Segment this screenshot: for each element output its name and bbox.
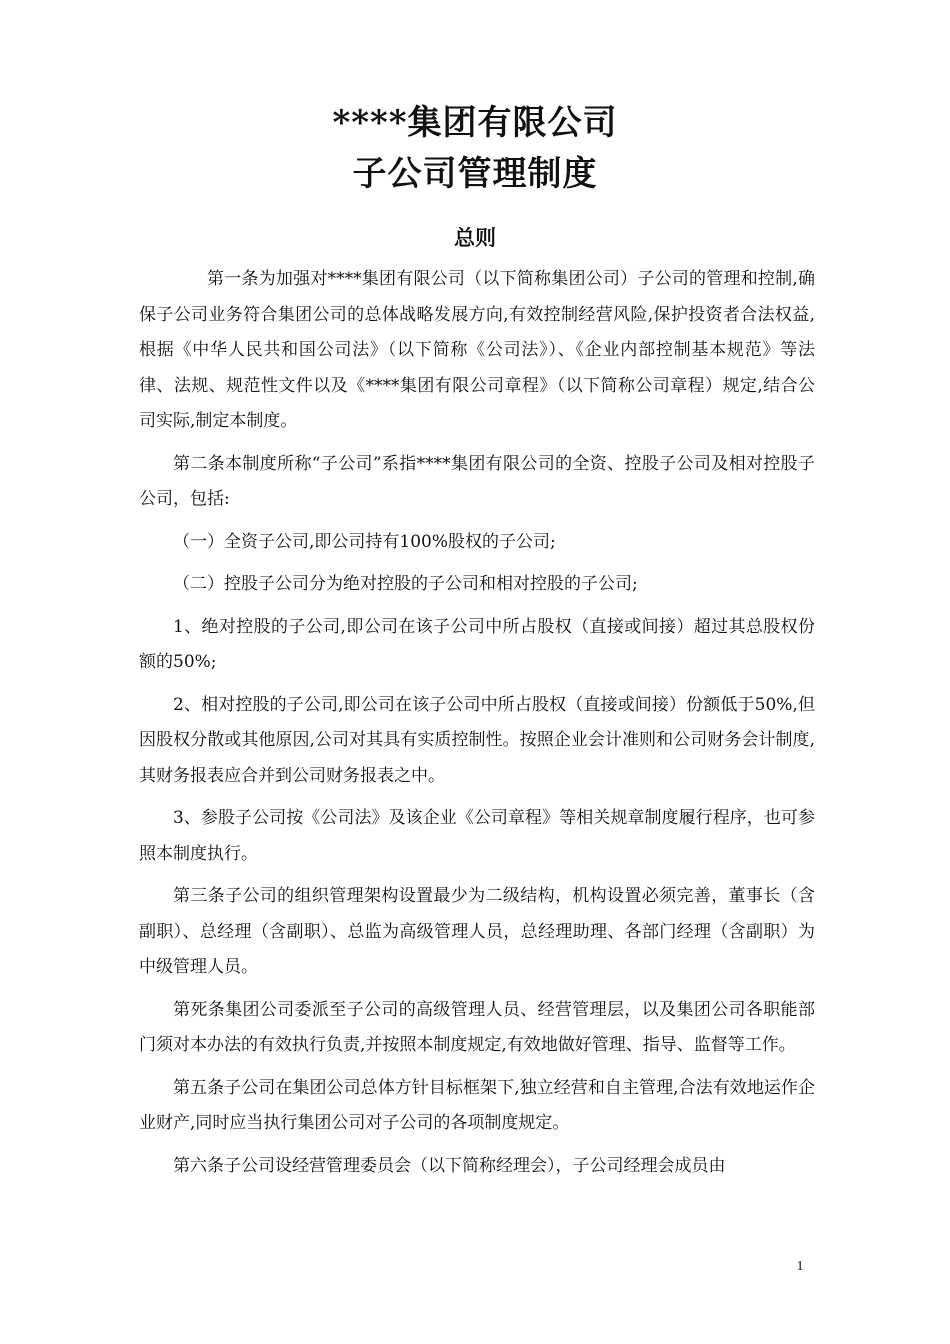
paragraph-article-2: 第二条本制度所称“子公司”系指****集团有限公司的全资、控股子公司及相对控股子公司，包括: bbox=[139, 453, 815, 509]
paragraph-article-6: 第六条子公司设经营管理委员会（以下简称经理会），子公司经理会成员由 bbox=[173, 1155, 726, 1176]
document-title-line1: ****集团有限公司 bbox=[332, 103, 618, 143]
paragraph-item-relative-control: 2、相对控股的子公司,即公司在该子公司中所占股权（直接或间接）份额低于50%,但因股权分散或其他原因,公司对其具有实质控制性。按照企业会计准则和公司财务会计制度,其财务报表应合并到公司财务报表之中。 bbox=[139, 694, 815, 786]
paragraph-item-absolute-control: 1、绝对控股的子公司,即公司在该子公司中所占股权（直接或间接）超过其总股权份额的50%; bbox=[139, 616, 815, 672]
document-body bbox=[139, 262, 815, 1191]
paragraph-article-4: 第死条集团公司委派至子公司的高级管理人员、经营管理层，以及集团公司各职能部门须对本办法的有效执行负责,并按照本制度规定,有效地做好管理、指导、监督等工作。 bbox=[139, 999, 815, 1055]
paragraph-item-wholly-owned: （一）全资子公司,即公司持有100%股权的子公司; bbox=[173, 531, 556, 552]
document-title-line2: 子公司管理制度 bbox=[352, 154, 598, 194]
paragraph-article-3: 第三条子公司的组织管理架构设置最少为二级结构，机构设置必须完善，董事长（含副职）、总经理（含副职）、总监为高级管理人员，总经理助理、各部门经理（含副职）为中级管理人员。 bbox=[139, 886, 815, 977]
section-heading: 总则 bbox=[454, 225, 496, 250]
paragraph-item-controlled: （二）控股子公司分为绝对控股的子公司和相对控股的子公司; bbox=[173, 574, 638, 594]
page-number: 1 bbox=[796, 1259, 804, 1274]
paragraph-article-5: 第五条子公司在集团公司总体方针目标框架下,独立经营和自主管理,合法有效地运作企业财产,同时应当执行集团公司对子公司的各项制度规定。 bbox=[139, 1077, 815, 1133]
paragraph-article-1: 第一条为加强对****集团有限公司（以下简称集团公司）子公司的管理和控制,确保子公司业务符合集团公司的总体战略发展方向,有效控制经营风险,保护投资者合法权益,根据《中华人民共和国公司法》（以下简称《公司法》）、《企业内部控制基本规范》等法律、法规、规范性文件以及《****集团有限公司章程》（以下简称公司章程）规定,结合公司实际,制定本制度。 bbox=[139, 269, 815, 431]
paragraph-item-equity-participation: 3、参股子公司按《公司法》及该企业《公司章程》等相关规章制度履行程序，也可参照本制度执行。 bbox=[139, 808, 815, 864]
